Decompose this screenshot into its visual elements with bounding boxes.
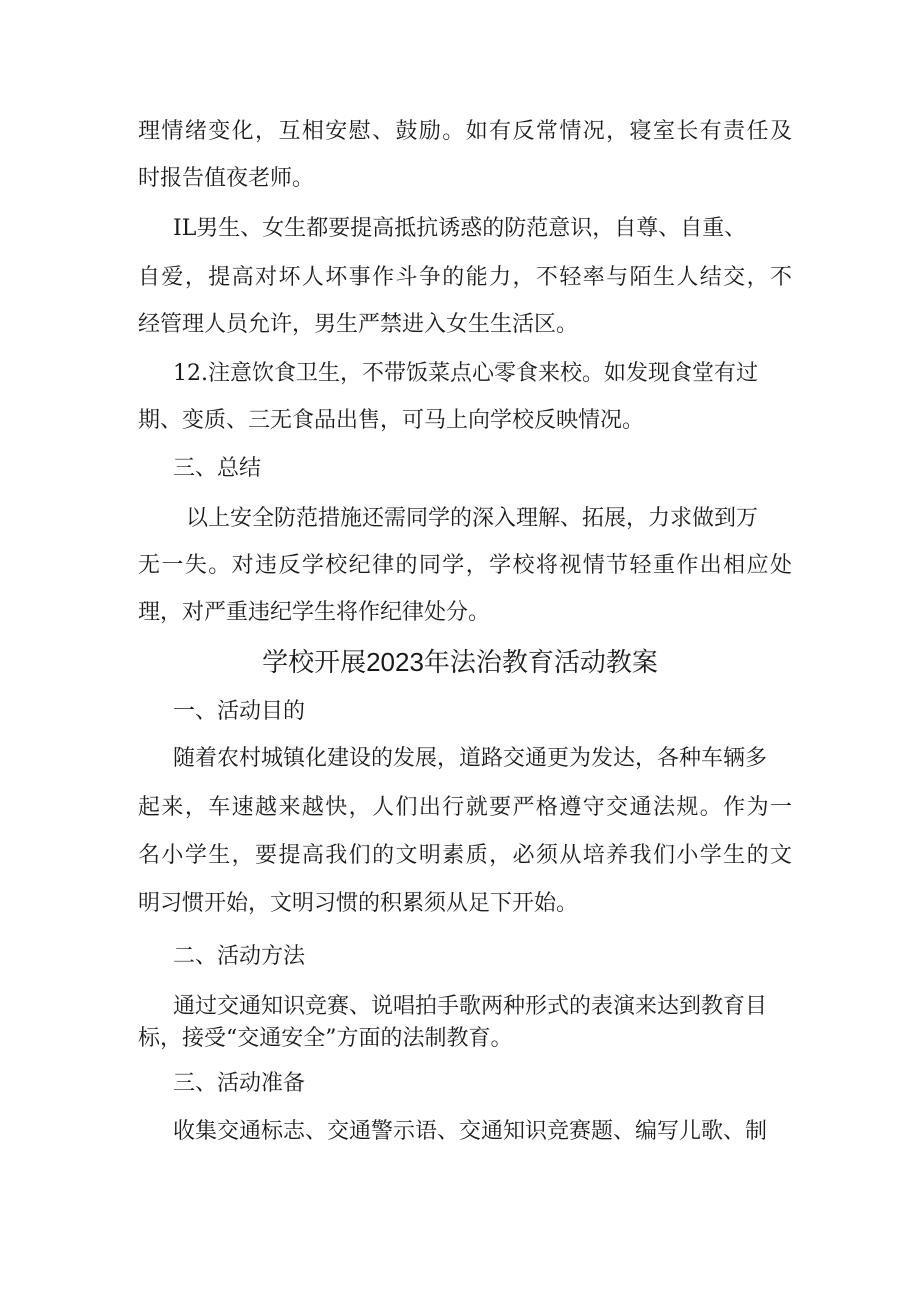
- paragraph-line: 起来，车速越来越快，人们出行就要严格遵守交通法规。作为一: [138, 795, 792, 820]
- paragraph-line: 12.注意饮食卫生，不带饭菜点心零食来校。如发现食堂有过: [173, 361, 758, 386]
- paragraph-line: 无一失。对违反学校纪律的同学，学校将视情节轻重作出相应处: [138, 553, 792, 578]
- paragraph-line: 自爱，提高对坏人坏事作斗争的能力，不轻率与陌生人结交，不: [138, 265, 792, 290]
- section-heading: 二、活动方法: [173, 944, 306, 969]
- paragraph-line: IL男生、女生都要提高抵抗诱惑的防范意识，自尊、自重、: [173, 216, 747, 241]
- section-heading: 三、总结: [173, 456, 262, 481]
- paragraph-line: 明习惯开始，文明习惯的积累须从足下开始。: [138, 891, 579, 916]
- paragraph-line: 期、变质、三无食品出售，可马上向学校反映情况。: [138, 408, 645, 433]
- paragraph-line: 名小学生，要提高我们的文明素质，必须从培养我们小学生的文: [138, 843, 792, 868]
- document-title: 学校开展2023年法治教育活动教案: [262, 647, 658, 677]
- paragraph-line: 经管理人员允许，男生严禁进入女生生活区。: [138, 312, 579, 337]
- paragraph-line: 随着农村城镇化建设的发展，道路交通更为发达，各种车辆多: [173, 746, 768, 771]
- paragraph-line: 标，接受“交通安全”方面的法制教育。: [138, 1026, 513, 1051]
- paragraph-line: 理，对严重违纪学生将作纪律处分。: [138, 600, 491, 625]
- paragraph-line: 通过交通知识竞赛、说唱拍手歌两种形式的表演来达到教育目: [173, 994, 768, 1019]
- paragraph-line: 收集交通标志、交通警示语、交通知识竞赛题、编写儿歌、制: [173, 1119, 768, 1144]
- paragraph-line: 时报告值夜老师。: [138, 166, 315, 191]
- paragraph-line: 以上安全防范措施还需同学的深入理解、拓展，力求做到万: [186, 506, 759, 531]
- section-heading: 一、活动目的: [173, 699, 306, 724]
- paragraph-line: 理情绪变化，互相安慰、鼓励。如有反常情况，寝室长有责任及: [138, 119, 792, 144]
- section-heading: 三、活动准备: [173, 1071, 306, 1096]
